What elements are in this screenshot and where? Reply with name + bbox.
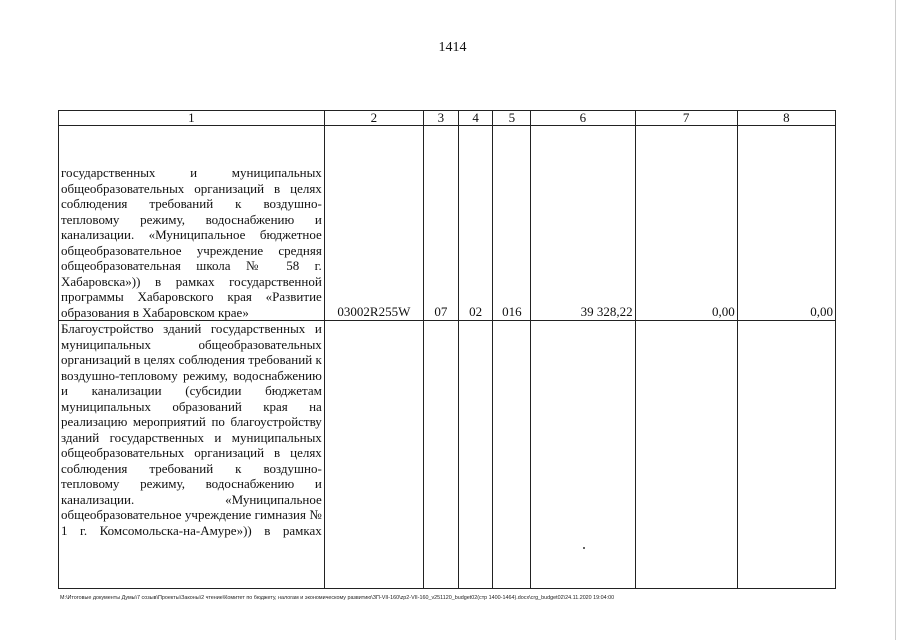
col-header-5: 5 <box>493 111 531 126</box>
row-section <box>423 321 458 589</box>
table-row <box>59 321 836 589</box>
col-header-2: 2 <box>324 111 423 126</box>
col-header-1: 1 <box>59 111 325 126</box>
col-header-7: 7 <box>635 111 737 126</box>
row-expense-type <box>493 321 531 589</box>
page-edge-line <box>895 0 896 640</box>
col-header-3: 3 <box>423 111 458 126</box>
header-row <box>59 111 836 126</box>
row-amount-7: 0,00 <box>635 126 737 321</box>
col-header-4: 4 <box>458 111 493 126</box>
row-amount-6: 39 328,22 <box>531 126 635 321</box>
row-amount-8 <box>737 321 835 589</box>
table-row <box>59 126 836 321</box>
row-target-code <box>324 321 423 589</box>
row-expense-type: 016 <box>493 126 531 321</box>
row-target-code: 03002R255W <box>324 126 423 321</box>
scan-speck <box>583 547 585 549</box>
budget-table <box>58 110 836 589</box>
col-header-8: 8 <box>737 111 835 126</box>
col-header-6: 6 <box>531 111 635 126</box>
row-amount-8: 0,00 <box>737 126 835 321</box>
footer-file-path: M:\Итоговые документы Думы\7 созыв\Проекты\Законы\2 чтение\Комитет по бюджету, налогам и экономическому развитию\ЗП-VII-160\zp2-VII-160_v251120_budget02(стр 1400-1464).docx\crg_budget02\24.11.2020 19:04:00 <box>60 595 615 601</box>
row-subsection: 02 <box>458 126 493 321</box>
row-subsection <box>458 321 493 589</box>
row-description: государственных и муниципальных общеобразовательных организаций в целях соблюдения требований к воздушно-тепловому режиму, водоснабжению и канализации. «Муниципальное бюджетное общеобразовательное учреждение средняя общеобразовательная школа № 58 г. Хабаровска»)) в рамках государственной программы Хабаровского края «Развитие образования в Хабаровском крае» <box>59 126 325 321</box>
page-number: 1414 <box>438 40 467 55</box>
row-description: Благоустройство зданий государственных и муниципальных общеобразовательных организаций в целях соблюдения требований к воздушно-тепловому режиму, водоснабжению и канализации (субсидии бюджетам муниципальных образований края на реализацию мероприятий по благоустройству зданий государственных и муниципальных общеобразовательных организаций в целях соблюдения требований к воздушно-тепловому режиму, водоснабжению и канализации. «Муниципальное общеобразовательное учреждение гимназия № 1 г. Комсомольска-на-Амуре»)) в рамках <box>59 321 325 589</box>
row-amount-7 <box>635 321 737 589</box>
row-section: 07 <box>423 126 458 321</box>
